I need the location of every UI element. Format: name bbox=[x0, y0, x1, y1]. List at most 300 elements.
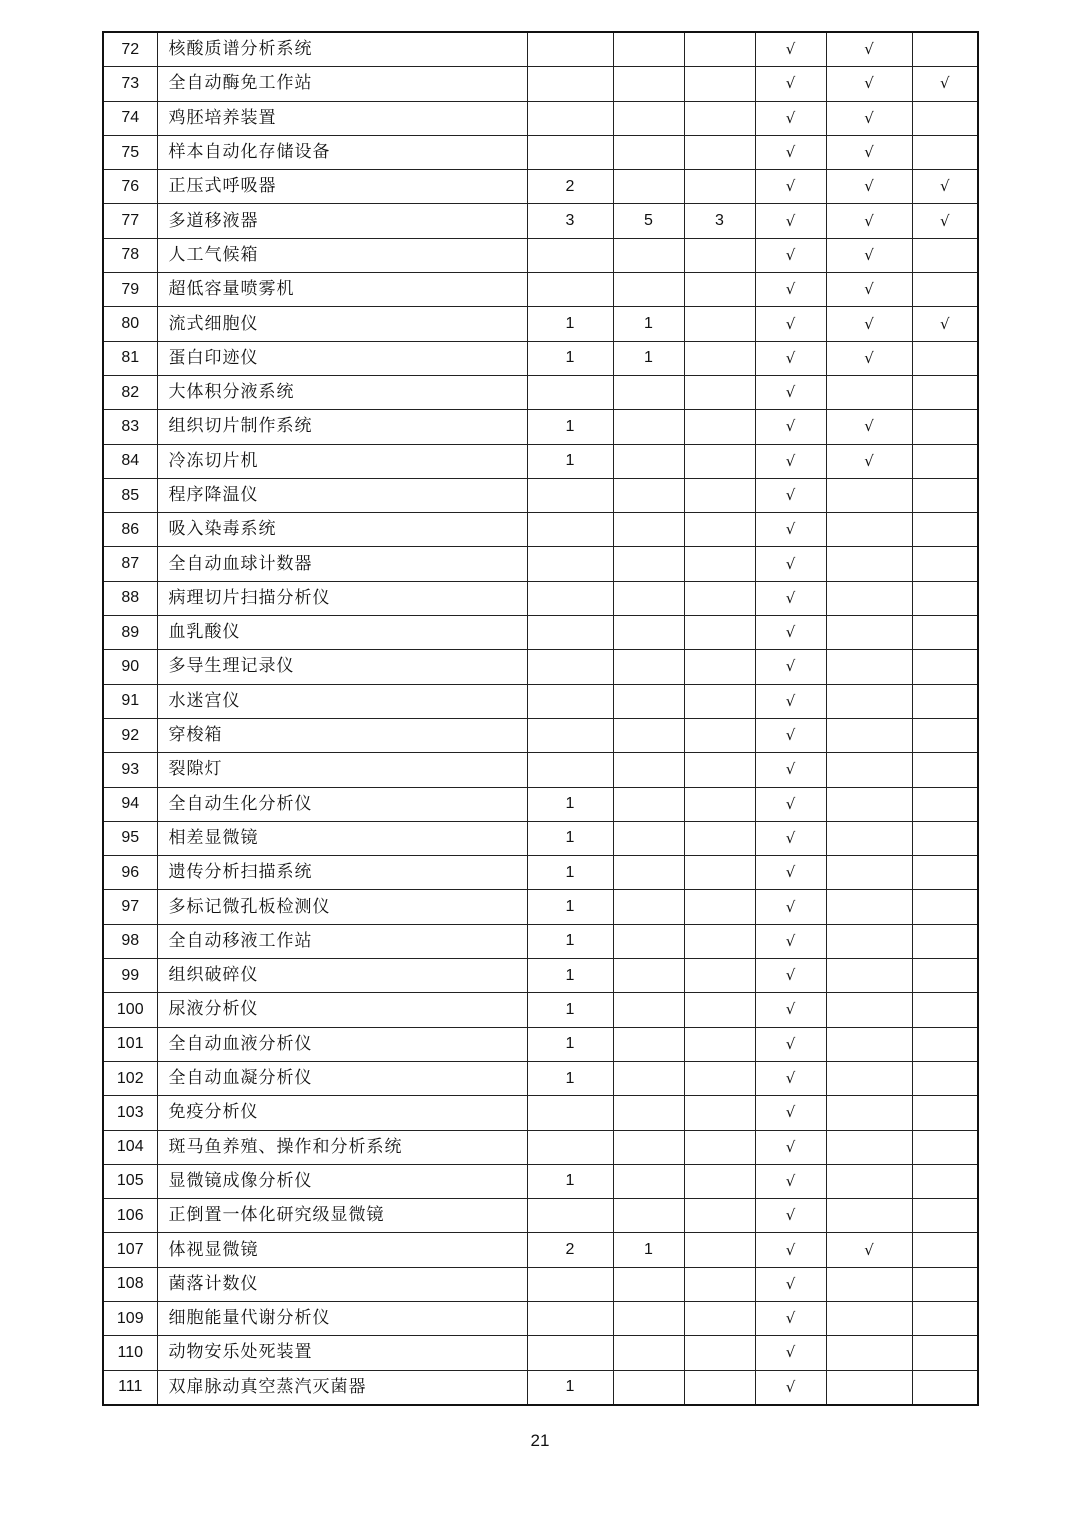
count-col-1-cell bbox=[527, 684, 613, 718]
row-number-cell: 95 bbox=[103, 821, 157, 855]
table-row bbox=[103, 753, 978, 787]
table-row bbox=[103, 959, 978, 993]
check-col-3-cell bbox=[912, 1061, 978, 1095]
check-col-1-cell: √ bbox=[755, 204, 826, 238]
check-col-3-cell: √ bbox=[912, 307, 978, 341]
check-col-3-cell bbox=[912, 1301, 978, 1335]
equipment-name-cell: 斑马鱼养殖、操作和分析系统 bbox=[157, 1130, 527, 1164]
check-col-1-cell: √ bbox=[755, 135, 826, 169]
check-col-3-cell bbox=[912, 32, 978, 67]
check-col-2-cell bbox=[826, 1130, 912, 1164]
equipment-name-cell: 冷冻切片机 bbox=[157, 444, 527, 478]
count-col-2-cell bbox=[613, 718, 684, 752]
check-col-1-cell: √ bbox=[755, 410, 826, 444]
row-number-cell: 110 bbox=[103, 1336, 157, 1370]
row-number-cell: 82 bbox=[103, 375, 157, 409]
check-col-3-cell bbox=[912, 787, 978, 821]
check-col-3-cell bbox=[912, 101, 978, 135]
row-number-cell: 88 bbox=[103, 581, 157, 615]
check-col-2-cell: √ bbox=[826, 307, 912, 341]
equipment-name-cell: 动物安乐处死装置 bbox=[157, 1336, 527, 1370]
table-row bbox=[103, 67, 978, 101]
check-col-3-cell bbox=[912, 1027, 978, 1061]
count-col-2-cell bbox=[613, 67, 684, 101]
row-number-cell: 108 bbox=[103, 1267, 157, 1301]
table-row bbox=[103, 307, 978, 341]
row-number-cell: 100 bbox=[103, 993, 157, 1027]
check-col-2-cell bbox=[826, 478, 912, 512]
check-col-1-cell: √ bbox=[755, 787, 826, 821]
count-col-1-cell: 1 bbox=[527, 1164, 613, 1198]
count-col-3-cell bbox=[684, 959, 755, 993]
check-col-1-cell: √ bbox=[755, 1233, 826, 1267]
check-col-1-cell: √ bbox=[755, 513, 826, 547]
row-number-cell: 76 bbox=[103, 170, 157, 204]
table-row bbox=[103, 1233, 978, 1267]
row-number-cell: 80 bbox=[103, 307, 157, 341]
count-col-2-cell bbox=[613, 513, 684, 547]
check-col-2-cell bbox=[826, 1301, 912, 1335]
count-col-3-cell bbox=[684, 341, 755, 375]
row-number-cell: 87 bbox=[103, 547, 157, 581]
check-col-3-cell bbox=[912, 1267, 978, 1301]
row-number-cell: 98 bbox=[103, 924, 157, 958]
count-col-3-cell bbox=[684, 444, 755, 478]
count-col-2-cell bbox=[613, 273, 684, 307]
check-col-3-cell bbox=[912, 1096, 978, 1130]
check-col-1-cell: √ bbox=[755, 856, 826, 890]
check-col-1-cell: √ bbox=[755, 341, 826, 375]
check-col-2-cell bbox=[826, 581, 912, 615]
check-col-2-cell bbox=[826, 1267, 912, 1301]
check-col-2-cell bbox=[826, 650, 912, 684]
check-col-3-cell bbox=[912, 959, 978, 993]
check-col-1-cell: √ bbox=[755, 375, 826, 409]
check-col-1-cell: √ bbox=[755, 924, 826, 958]
check-col-2-cell: √ bbox=[826, 170, 912, 204]
check-col-3-cell bbox=[912, 410, 978, 444]
table-row bbox=[103, 273, 978, 307]
count-col-1-cell bbox=[527, 1267, 613, 1301]
check-col-2-cell bbox=[826, 1061, 912, 1095]
check-col-1-cell: √ bbox=[755, 1336, 826, 1370]
count-col-2-cell bbox=[613, 238, 684, 272]
row-number-cell: 92 bbox=[103, 718, 157, 752]
check-col-1-cell: √ bbox=[755, 1301, 826, 1335]
check-col-2-cell: √ bbox=[826, 341, 912, 375]
count-col-1-cell bbox=[527, 753, 613, 787]
table-row bbox=[103, 1096, 978, 1130]
check-col-1-cell: √ bbox=[755, 1130, 826, 1164]
table-row bbox=[103, 581, 978, 615]
count-col-2-cell bbox=[613, 1061, 684, 1095]
table-row bbox=[103, 684, 978, 718]
equipment-name-cell: 穿梭箱 bbox=[157, 718, 527, 752]
check-col-3-cell bbox=[912, 753, 978, 787]
check-col-1-cell: √ bbox=[755, 993, 826, 1027]
count-col-3-cell bbox=[684, 924, 755, 958]
count-col-3-cell bbox=[684, 478, 755, 512]
equipment-name-cell: 超低容量喷雾机 bbox=[157, 273, 527, 307]
check-col-2-cell bbox=[826, 924, 912, 958]
row-number-cell: 86 bbox=[103, 513, 157, 547]
check-col-1-cell: √ bbox=[755, 581, 826, 615]
check-col-2-cell: √ bbox=[826, 273, 912, 307]
table-row bbox=[103, 547, 978, 581]
count-col-3-cell bbox=[684, 684, 755, 718]
count-col-3-cell bbox=[684, 1061, 755, 1095]
count-col-3-cell bbox=[684, 1130, 755, 1164]
count-col-2-cell bbox=[613, 1130, 684, 1164]
count-col-3-cell bbox=[684, 238, 755, 272]
count-col-3-cell bbox=[684, 547, 755, 581]
check-col-2-cell bbox=[826, 513, 912, 547]
count-col-1-cell: 1 bbox=[527, 1370, 613, 1405]
table-row bbox=[103, 101, 978, 135]
count-col-1-cell bbox=[527, 650, 613, 684]
count-col-3-cell bbox=[684, 787, 755, 821]
count-col-3-cell bbox=[684, 1199, 755, 1233]
count-col-3-cell bbox=[684, 135, 755, 169]
count-col-3-cell bbox=[684, 273, 755, 307]
count-col-1-cell bbox=[527, 238, 613, 272]
check-col-3-cell bbox=[912, 444, 978, 478]
row-number-cell: 99 bbox=[103, 959, 157, 993]
row-number-cell: 77 bbox=[103, 204, 157, 238]
check-col-1-cell: √ bbox=[755, 684, 826, 718]
count-col-2-cell: 5 bbox=[613, 204, 684, 238]
equipment-name-cell: 相差显微镜 bbox=[157, 821, 527, 855]
check-col-3-cell bbox=[912, 856, 978, 890]
count-col-1-cell bbox=[527, 135, 613, 169]
table-row bbox=[103, 1061, 978, 1095]
equipment-name-cell: 裂隙灯 bbox=[157, 753, 527, 787]
check-col-3-cell bbox=[912, 1370, 978, 1405]
count-col-1-cell: 1 bbox=[527, 307, 613, 341]
check-col-3-cell bbox=[912, 718, 978, 752]
check-col-2-cell bbox=[826, 753, 912, 787]
check-col-1-cell: √ bbox=[755, 959, 826, 993]
count-col-2-cell bbox=[613, 1370, 684, 1405]
row-number-cell: 105 bbox=[103, 1164, 157, 1198]
count-col-3-cell bbox=[684, 753, 755, 787]
count-col-2-cell bbox=[613, 1096, 684, 1130]
count-col-2-cell: 1 bbox=[613, 307, 684, 341]
count-col-2-cell bbox=[613, 856, 684, 890]
check-col-2-cell: √ bbox=[826, 135, 912, 169]
check-col-3-cell: √ bbox=[912, 67, 978, 101]
count-col-1-cell bbox=[527, 478, 613, 512]
count-col-3-cell bbox=[684, 375, 755, 409]
count-col-1-cell bbox=[527, 32, 613, 67]
row-number-cell: 89 bbox=[103, 616, 157, 650]
row-number-cell: 73 bbox=[103, 67, 157, 101]
row-number-cell: 111 bbox=[103, 1370, 157, 1405]
equipment-name-cell: 细胞能量代谢分析仪 bbox=[157, 1301, 527, 1335]
count-col-1-cell bbox=[527, 67, 613, 101]
equipment-name-cell: 全自动血液分析仪 bbox=[157, 1027, 527, 1061]
check-col-1-cell: √ bbox=[755, 32, 826, 67]
check-col-3-cell bbox=[912, 478, 978, 512]
count-col-2-cell bbox=[613, 1199, 684, 1233]
check-col-1-cell: √ bbox=[755, 101, 826, 135]
count-col-1-cell: 3 bbox=[527, 204, 613, 238]
row-number-cell: 104 bbox=[103, 1130, 157, 1164]
equipment-name-cell: 样本自动化存储设备 bbox=[157, 135, 527, 169]
row-number-cell: 94 bbox=[103, 787, 157, 821]
count-col-2-cell bbox=[613, 993, 684, 1027]
count-col-1-cell: 2 bbox=[527, 1233, 613, 1267]
count-col-2-cell bbox=[613, 753, 684, 787]
table-row bbox=[103, 1336, 978, 1370]
row-number-cell: 91 bbox=[103, 684, 157, 718]
count-col-3-cell bbox=[684, 1267, 755, 1301]
equipment-name-cell: 流式细胞仪 bbox=[157, 307, 527, 341]
equipment-name-cell: 多导生理记录仪 bbox=[157, 650, 527, 684]
check-col-1-cell: √ bbox=[755, 170, 826, 204]
check-col-2-cell: √ bbox=[826, 101, 912, 135]
count-col-1-cell: 1 bbox=[527, 890, 613, 924]
check-col-2-cell bbox=[826, 787, 912, 821]
count-col-2-cell bbox=[613, 1027, 684, 1061]
count-col-1-cell: 1 bbox=[527, 787, 613, 821]
table-row bbox=[103, 1199, 978, 1233]
table-row bbox=[103, 444, 978, 478]
count-col-3-cell bbox=[684, 410, 755, 444]
table-row bbox=[103, 856, 978, 890]
equipment-name-cell: 全自动移液工作站 bbox=[157, 924, 527, 958]
count-col-2-cell bbox=[613, 650, 684, 684]
check-col-3-cell bbox=[912, 581, 978, 615]
count-col-1-cell bbox=[527, 1336, 613, 1370]
count-col-2-cell bbox=[613, 1164, 684, 1198]
check-col-2-cell: √ bbox=[826, 238, 912, 272]
equipment-name-cell: 多道移液器 bbox=[157, 204, 527, 238]
row-number-cell: 106 bbox=[103, 1199, 157, 1233]
check-col-2-cell bbox=[826, 616, 912, 650]
row-number-cell: 97 bbox=[103, 890, 157, 924]
table-row bbox=[103, 1267, 978, 1301]
check-col-3-cell bbox=[912, 341, 978, 375]
check-col-3-cell bbox=[912, 650, 978, 684]
count-col-2-cell bbox=[613, 444, 684, 478]
check-col-2-cell bbox=[826, 1336, 912, 1370]
check-col-3-cell bbox=[912, 924, 978, 958]
equipment-name-cell: 尿液分析仪 bbox=[157, 993, 527, 1027]
check-col-2-cell bbox=[826, 821, 912, 855]
count-col-2-cell bbox=[613, 581, 684, 615]
count-col-3-cell bbox=[684, 1301, 755, 1335]
count-col-3-cell bbox=[684, 32, 755, 67]
equipment-name-cell: 遗传分析扫描系统 bbox=[157, 856, 527, 890]
count-col-1-cell bbox=[527, 375, 613, 409]
equipment-name-cell: 水迷宫仪 bbox=[157, 684, 527, 718]
check-col-2-cell: √ bbox=[826, 67, 912, 101]
check-col-1-cell: √ bbox=[755, 67, 826, 101]
table-row bbox=[103, 238, 978, 272]
count-col-2-cell bbox=[613, 684, 684, 718]
check-col-3-cell bbox=[912, 547, 978, 581]
count-col-3-cell bbox=[684, 101, 755, 135]
check-col-2-cell bbox=[826, 856, 912, 890]
check-col-2-cell bbox=[826, 1096, 912, 1130]
count-col-3-cell bbox=[684, 890, 755, 924]
count-col-2-cell bbox=[613, 616, 684, 650]
equipment-name-cell: 大体积分液系统 bbox=[157, 375, 527, 409]
row-number-cell: 84 bbox=[103, 444, 157, 478]
count-col-2-cell bbox=[613, 410, 684, 444]
count-col-1-cell bbox=[527, 1130, 613, 1164]
count-col-1-cell bbox=[527, 101, 613, 135]
count-col-2-cell: 1 bbox=[613, 1233, 684, 1267]
count-col-2-cell bbox=[613, 135, 684, 169]
check-col-1-cell: √ bbox=[755, 1267, 826, 1301]
check-col-3-cell: √ bbox=[912, 170, 978, 204]
table-row bbox=[103, 410, 978, 444]
check-col-3-cell bbox=[912, 375, 978, 409]
count-col-3-cell: 3 bbox=[684, 204, 755, 238]
table-row bbox=[103, 890, 978, 924]
count-col-3-cell bbox=[684, 650, 755, 684]
check-col-1-cell: √ bbox=[755, 547, 826, 581]
table-row bbox=[103, 478, 978, 512]
check-col-1-cell: √ bbox=[755, 444, 826, 478]
row-number-cell: 101 bbox=[103, 1027, 157, 1061]
equipment-name-cell: 蛋白印迹仪 bbox=[157, 341, 527, 375]
count-col-2-cell bbox=[613, 787, 684, 821]
check-col-1-cell: √ bbox=[755, 273, 826, 307]
check-col-3-cell bbox=[912, 1233, 978, 1267]
count-col-3-cell bbox=[684, 718, 755, 752]
count-col-1-cell bbox=[527, 273, 613, 307]
count-col-1-cell: 1 bbox=[527, 1061, 613, 1095]
table-row bbox=[103, 650, 978, 684]
equipment-name-cell: 免疫分析仪 bbox=[157, 1096, 527, 1130]
check-col-3-cell bbox=[912, 273, 978, 307]
check-col-3-cell bbox=[912, 1336, 978, 1370]
count-col-2-cell bbox=[613, 1301, 684, 1335]
table-row bbox=[103, 135, 978, 169]
check-col-1-cell: √ bbox=[755, 1370, 826, 1405]
count-col-2-cell bbox=[613, 1336, 684, 1370]
count-col-2-cell bbox=[613, 821, 684, 855]
check-col-1-cell: √ bbox=[755, 307, 826, 341]
check-col-3-cell bbox=[912, 1164, 978, 1198]
check-col-3-cell bbox=[912, 1130, 978, 1164]
equipment-name-cell: 病理切片扫描分析仪 bbox=[157, 581, 527, 615]
count-col-2-cell bbox=[613, 170, 684, 204]
count-col-3-cell bbox=[684, 616, 755, 650]
count-col-1-cell: 1 bbox=[527, 410, 613, 444]
row-number-cell: 96 bbox=[103, 856, 157, 890]
count-col-3-cell bbox=[684, 821, 755, 855]
count-col-1-cell: 1 bbox=[527, 444, 613, 478]
count-col-1-cell: 2 bbox=[527, 170, 613, 204]
equipment-name-cell: 全自动生化分析仪 bbox=[157, 787, 527, 821]
table-row bbox=[103, 993, 978, 1027]
check-col-3-cell bbox=[912, 238, 978, 272]
row-number-cell: 74 bbox=[103, 101, 157, 135]
count-col-1-cell bbox=[527, 1096, 613, 1130]
count-col-2-cell bbox=[613, 890, 684, 924]
equipment-name-cell: 吸入染毒系统 bbox=[157, 513, 527, 547]
count-col-1-cell: 1 bbox=[527, 341, 613, 375]
count-col-2-cell: 1 bbox=[613, 341, 684, 375]
row-number-cell: 79 bbox=[103, 273, 157, 307]
table-row bbox=[103, 1301, 978, 1335]
check-col-2-cell bbox=[826, 375, 912, 409]
check-col-3-cell bbox=[912, 890, 978, 924]
check-col-2-cell bbox=[826, 684, 912, 718]
row-number-cell: 78 bbox=[103, 238, 157, 272]
count-col-2-cell bbox=[613, 32, 684, 67]
check-col-2-cell bbox=[826, 1164, 912, 1198]
count-col-1-cell bbox=[527, 616, 613, 650]
equipment-table bbox=[102, 31, 979, 1406]
check-col-2-cell: √ bbox=[826, 204, 912, 238]
table-row bbox=[103, 170, 978, 204]
check-col-3-cell bbox=[912, 513, 978, 547]
count-col-3-cell bbox=[684, 1096, 755, 1130]
row-number-cell: 72 bbox=[103, 32, 157, 67]
row-number-cell: 103 bbox=[103, 1096, 157, 1130]
check-col-2-cell bbox=[826, 718, 912, 752]
count-col-3-cell bbox=[684, 1370, 755, 1405]
equipment-name-cell: 全自动血球计数器 bbox=[157, 547, 527, 581]
equipment-name-cell: 鸡胚培养装置 bbox=[157, 101, 527, 135]
equipment-name-cell: 正压式呼吸器 bbox=[157, 170, 527, 204]
count-col-3-cell bbox=[684, 1336, 755, 1370]
count-col-3-cell bbox=[684, 856, 755, 890]
table-row bbox=[103, 1027, 978, 1061]
check-col-2-cell: √ bbox=[826, 444, 912, 478]
table-row bbox=[103, 718, 978, 752]
count-col-1-cell bbox=[527, 581, 613, 615]
check-col-3-cell bbox=[912, 993, 978, 1027]
count-col-1-cell bbox=[527, 513, 613, 547]
row-number-cell: 102 bbox=[103, 1061, 157, 1095]
count-col-3-cell bbox=[684, 581, 755, 615]
count-col-1-cell bbox=[527, 547, 613, 581]
equipment-name-cell: 显微镜成像分析仪 bbox=[157, 1164, 527, 1198]
equipment-name-cell: 全自动酶免工作站 bbox=[157, 67, 527, 101]
check-col-3-cell bbox=[912, 1199, 978, 1233]
equipment-name-cell: 核酸质谱分析系统 bbox=[157, 32, 527, 67]
count-col-3-cell bbox=[684, 307, 755, 341]
equipment-name-cell: 全自动血凝分析仪 bbox=[157, 1061, 527, 1095]
check-col-2-cell bbox=[826, 1027, 912, 1061]
equipment-name-cell: 程序降温仪 bbox=[157, 478, 527, 512]
page-number: 21 bbox=[530, 1431, 550, 1450]
check-col-2-cell bbox=[826, 1370, 912, 1405]
equipment-name-cell: 人工气候箱 bbox=[157, 238, 527, 272]
check-col-1-cell: √ bbox=[755, 616, 826, 650]
count-col-2-cell bbox=[613, 924, 684, 958]
count-col-3-cell bbox=[684, 1233, 755, 1267]
check-col-2-cell bbox=[826, 547, 912, 581]
equipment-name-cell: 血乳酸仪 bbox=[157, 616, 527, 650]
count-col-3-cell bbox=[684, 1027, 755, 1061]
count-col-2-cell bbox=[613, 375, 684, 409]
count-col-2-cell bbox=[613, 547, 684, 581]
check-col-1-cell: √ bbox=[755, 1061, 826, 1095]
row-number-cell: 83 bbox=[103, 410, 157, 444]
check-col-2-cell bbox=[826, 1199, 912, 1233]
table-row bbox=[103, 821, 978, 855]
equipment-name-cell: 组织破碎仪 bbox=[157, 959, 527, 993]
count-col-1-cell bbox=[527, 1301, 613, 1335]
check-col-2-cell: √ bbox=[826, 1233, 912, 1267]
